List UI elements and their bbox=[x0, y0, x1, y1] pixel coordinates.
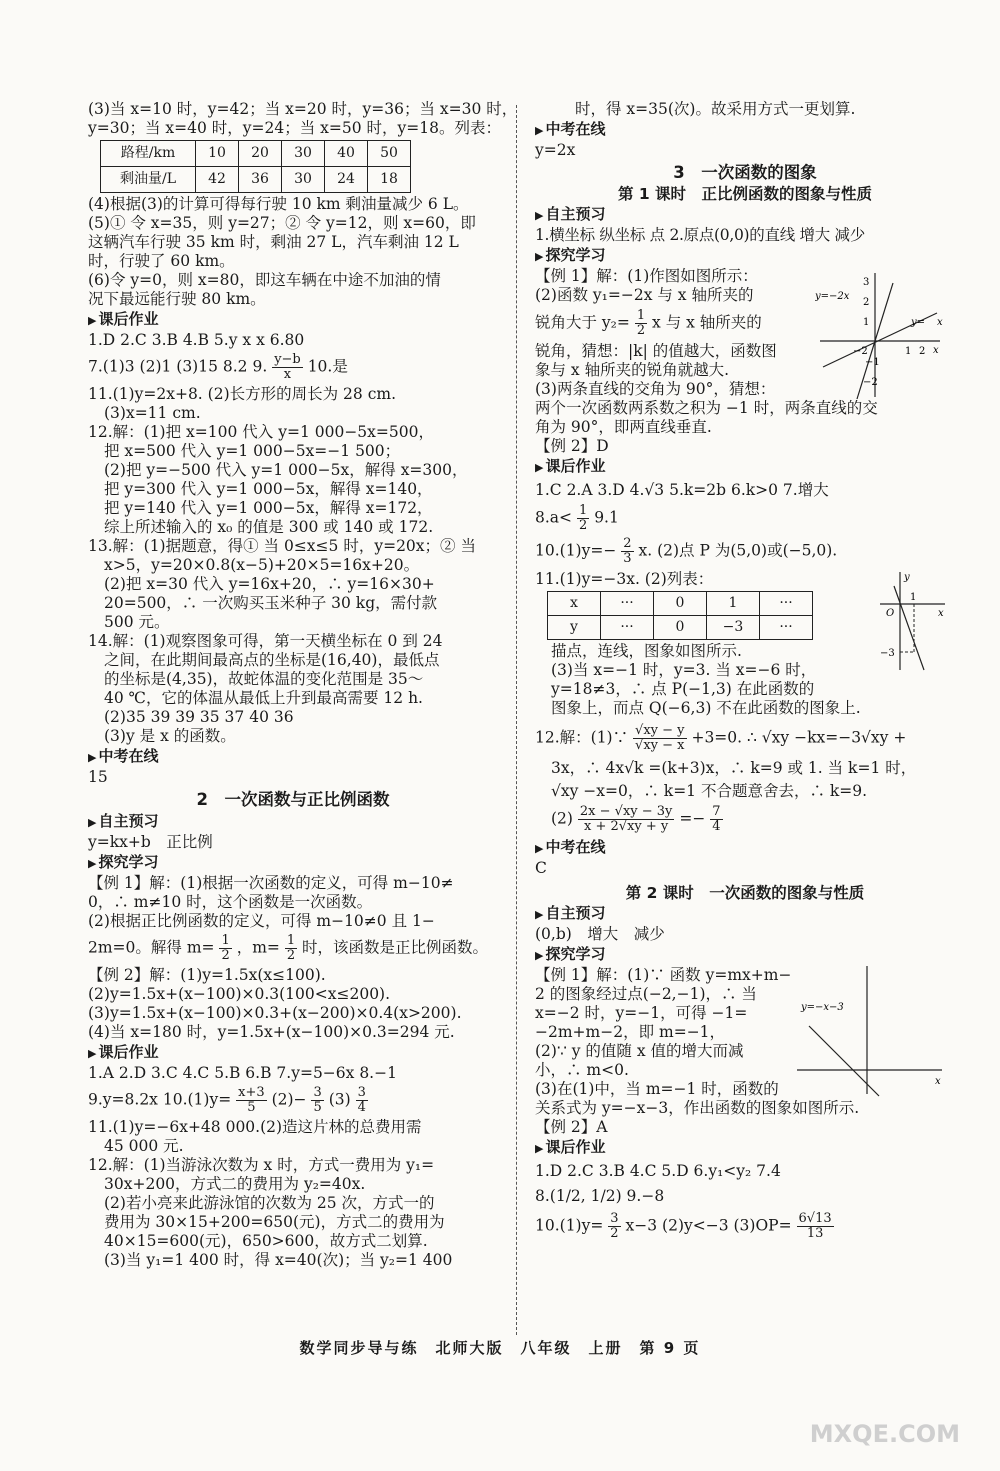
denominator: 5 bbox=[247, 1100, 256, 1115]
table-cell: 42 bbox=[196, 167, 239, 193]
section-heading: ▶ 课后作业 bbox=[535, 1138, 955, 1158]
example1-block bbox=[535, 267, 955, 437]
text-line: (3)y=1.5x+(x−100)×0.3+(x−200)×0.4(x>200). bbox=[88, 1004, 462, 1022]
text-line: (5)① 令 x=35，则 y=27；② 令 y=12，则 x=60，即 bbox=[88, 214, 476, 232]
fraction bbox=[635, 309, 647, 338]
text-line: (3)x=11 cm. bbox=[104, 404, 201, 422]
text-line: 【例 1】解：(1)∵ 函数 y=mx+m− bbox=[535, 966, 792, 984]
text-line: 15 bbox=[88, 768, 108, 786]
text-line: 500 元。 bbox=[104, 613, 170, 631]
text-line: 1.C 2.A 3.D 4.√3 5.k=2b 6.k>0 7.增大 bbox=[535, 481, 829, 499]
text-fragment: +3=0. ∴ √xy −kx=−3√xy + bbox=[691, 728, 907, 747]
text-line: 40×15=600(元)，650>600，故方式二划算. bbox=[104, 1232, 428, 1250]
text-fragment: 8.a< bbox=[535, 508, 573, 527]
text-line: (3)在(1)中，当 m=−1 时，函数的 bbox=[535, 1080, 779, 1098]
numerator: √xy − y bbox=[635, 723, 685, 738]
table-cell: 30 bbox=[282, 167, 325, 193]
text-fragment: x−3 (2)y<−3 (3)OP= bbox=[625, 1216, 792, 1235]
text-fragment: (3) bbox=[328, 1090, 351, 1109]
numerator: 3 bbox=[610, 1211, 619, 1226]
section-heading: ▶ 探究学习 bbox=[535, 246, 955, 266]
numerator: y−b bbox=[274, 352, 301, 367]
graph-proportional-functions bbox=[815, 269, 945, 401]
text-line: (6)令 y=0，则 x=80，即这车辆在中途不加油的情 bbox=[88, 271, 441, 289]
denominator: 2 bbox=[578, 518, 588, 533]
text-line: (3)y 是 x 的函数。 bbox=[104, 727, 236, 745]
text-line: y=2x bbox=[535, 141, 576, 159]
text-line: 30x+200，方式二的费用为 y₂=40x. bbox=[104, 1175, 366, 1193]
text-line: 1.D 2.C 3.B 4.C 5.D 6.y₁<y₂ 7.4 bbox=[535, 1162, 781, 1180]
section-heading: ▶ 探究学习 bbox=[88, 853, 498, 873]
denominator: 4 bbox=[357, 1100, 366, 1115]
text-line: (2)35 39 39 35 37 40 36 bbox=[104, 708, 294, 726]
axis-tick: −1 bbox=[865, 357, 880, 368]
text-line: y=kx+b 正比例 bbox=[88, 833, 213, 851]
section-heading: ▶ 中考在线 bbox=[535, 120, 955, 140]
text-line: x=−2 时，y=−1，可得 −1= bbox=[535, 1004, 748, 1022]
fraction bbox=[608, 1212, 620, 1241]
axis-tick: 1 bbox=[863, 317, 870, 328]
chapter-heading: 2 一次函数与正比例函数 bbox=[196, 790, 390, 809]
text-fragment: 10.(1)y=− bbox=[535, 541, 617, 560]
table-cell: 50 bbox=[368, 141, 411, 167]
text-fragment: 7.(1)3 (2)1 (3)15 8.2 9. bbox=[88, 357, 268, 376]
text-line: 时，得 x=35(次)。故采用方式一更划算. bbox=[575, 100, 856, 118]
table-cell: 20 bbox=[239, 141, 282, 167]
axis-label-x: x bbox=[935, 1076, 941, 1087]
axis-label-x: x bbox=[938, 608, 944, 619]
text-line: 【例 2】A bbox=[535, 1118, 608, 1136]
text-fragment: =− bbox=[679, 809, 706, 828]
text-line: 把 y=140 代入 y=1 000−5x，解得 x=172， bbox=[104, 499, 433, 517]
text-line: 费用为 30×15+200=650(元)，方式二的费用为 bbox=[104, 1213, 445, 1231]
lesson-heading: 第 1 课时 正比例函数的图象与性质 bbox=[617, 185, 873, 203]
table-cell: 0 bbox=[654, 592, 707, 616]
graph-label: y= bbox=[911, 317, 926, 328]
text-line: 的坐标是(4,35)，故蛇体温的变化范围是 35～ bbox=[104, 670, 424, 688]
section-heading: ▶ 自主预习 bbox=[535, 904, 955, 924]
section-heading: ▶ 探究学习 bbox=[535, 945, 955, 965]
text-line: 况下最远能行驶 80 km。 bbox=[88, 290, 266, 308]
section-heading: ▶ 课后作业 bbox=[535, 457, 955, 477]
text-line: 2 的图象经过点(−2,−1)，∴ 当 bbox=[535, 985, 757, 1003]
table-cell: 1 bbox=[707, 592, 760, 616]
table-cell: 36 bbox=[239, 167, 282, 193]
text-line bbox=[535, 805, 955, 834]
page-footer: 数学同步导与练 北师大版 八年级 上册 第 9 页 bbox=[299, 1339, 701, 1357]
denominator: 3 bbox=[623, 551, 632, 566]
text-fragment: 时，该函数是正比例函数。 bbox=[302, 938, 489, 957]
text-line: C bbox=[535, 859, 547, 877]
text-line: 描点，连线，图象如图所示. bbox=[551, 642, 742, 660]
axis-tick: 1 bbox=[910, 592, 917, 603]
text-line: 1.A 2.D 3.C 4.C 5.B 6.B 7.y=5−6x 8.−1 bbox=[88, 1064, 397, 1082]
text-line bbox=[535, 1212, 955, 1241]
text-line: 时，行驶了 60 km。 bbox=[88, 252, 235, 270]
text-line bbox=[88, 934, 498, 963]
numerator: 2x − √xy − 3y bbox=[579, 804, 673, 819]
line-y-neg3x bbox=[894, 586, 924, 670]
text-line: −2m+m−2，即 m=−1， bbox=[535, 1023, 726, 1041]
section-heading: ▶ 中考在线 bbox=[88, 747, 498, 767]
text-line: 11.(1)y=−6x+48 000.(2)造这片林的总费用需 bbox=[88, 1118, 422, 1136]
text-line: (3)当 y₁=1 400 时，得 x=40(次)；当 y₂=1 400 bbox=[104, 1251, 453, 1269]
numerator: 3 bbox=[357, 1085, 366, 1100]
text-fragment: 10.是 bbox=[307, 357, 348, 376]
text-fragment: x. (2)点 P 为(5,0)或(−5,0). bbox=[638, 541, 838, 560]
text-fragment: 2m=0。解得 m= bbox=[88, 938, 215, 957]
text-line: x>5，y=20×0.8(x−5)+20×5=16x+20。 bbox=[104, 556, 420, 574]
lesson-heading: 第 2 课时 一次函数的图象与性质 bbox=[625, 884, 865, 902]
value-table bbox=[547, 591, 813, 640]
text-line: 13.解：(1)据题意，得① 当 0≤x≤5 时，y=20x；② 当 bbox=[88, 537, 476, 555]
text-line: 角为 90°，即两直线垂直. bbox=[535, 418, 712, 436]
denominator: x bbox=[283, 367, 292, 382]
text-line: (0,b) 增大 减少 bbox=[535, 925, 665, 943]
table-cell: 30 bbox=[282, 141, 325, 167]
text-line: y=30；当 x=40 时，y=24；当 x=50 时，y=18。列表： bbox=[88, 119, 502, 137]
text-line: (2)根据正比例函数的定义，可得 m−10≠0 且 1− bbox=[88, 912, 435, 930]
text-line: 象与 x 轴所夹的锐角就越大. bbox=[535, 361, 730, 379]
table-cell: 24 bbox=[325, 167, 368, 193]
text-line: 【例 2】D bbox=[535, 437, 609, 455]
section-heading: ▶ 自主预习 bbox=[535, 205, 955, 225]
watermark: MXQE.COM bbox=[809, 1420, 960, 1448]
text-line: 1.D 2.C 3.B 4.B 5.y x x 6.80 bbox=[88, 331, 305, 349]
text-line: 这辆汽车行驶 35 km 时，剩油 27 L，汽车剩油 12 L bbox=[88, 233, 459, 251]
graph-label: y=−2x bbox=[815, 291, 850, 302]
fraction bbox=[797, 1212, 834, 1241]
numerator: 2 bbox=[623, 536, 632, 551]
text-line: (2)∵ y 的值随 x 值的增大而减 bbox=[535, 1042, 744, 1060]
axis-tick: 3 bbox=[863, 277, 870, 288]
text-line: 3x，∴ 4x√k =(k+3)x，∴ k=9 或 1. 当 k=1 时， bbox=[551, 759, 917, 777]
axis-tick: −2 bbox=[863, 377, 878, 388]
table-cell: ··· bbox=[760, 592, 813, 616]
denominator: 2 bbox=[221, 948, 230, 963]
text-line: 8.(1/2, 1/2) 9.−8 bbox=[535, 1187, 665, 1205]
text-line: (2)把 y=−500 代入 y=1 000−5x，解得 x=300， bbox=[104, 461, 468, 479]
text-fragment: 10.(1)y= bbox=[535, 1216, 604, 1235]
text-fragment: (2)− bbox=[271, 1090, 307, 1109]
text-line: 【例 2】解：(1)y=1.5x(x≤100). bbox=[88, 966, 326, 984]
text-line: 45 000 元. bbox=[104, 1137, 184, 1155]
text-line: 12.解：(1)当游泳次数为 x 时，方式一费用为 y₁= bbox=[88, 1156, 435, 1174]
section-heading: ▶ 中考在线 bbox=[535, 838, 955, 858]
table-cell: 10 bbox=[196, 141, 239, 167]
text-line: 0，∴ m≠10 时，这个函数是一次函数。 bbox=[88, 893, 373, 911]
axis-tick: 1 bbox=[905, 346, 912, 357]
table-cell: ··· bbox=[601, 592, 654, 616]
column-divider bbox=[516, 105, 517, 1335]
fraction bbox=[236, 1086, 267, 1115]
text-line: (2)若小亮来此游泳馆的次数为 25 次，方式一的 bbox=[104, 1194, 435, 1212]
numerator: 3 bbox=[313, 1085, 322, 1100]
fraction bbox=[621, 537, 633, 566]
section-heading: ▶ 自主预习 bbox=[88, 812, 498, 832]
fraction bbox=[285, 934, 297, 963]
text-line: 把 y=300 代入 y=1 000−5x，解得 x=140， bbox=[104, 480, 433, 498]
text-line: (3)两条直线的交角为 90°，猜想： bbox=[535, 380, 776, 398]
graph-label: x bbox=[937, 317, 943, 328]
table-cell: 剩油量/L bbox=[101, 167, 196, 193]
graph-label: y=−x−3 bbox=[801, 1002, 844, 1013]
table-cell: −3 bbox=[707, 616, 760, 640]
text-line: (4)当 x=180 时，y=1.5x+(x−100)×0.3=294 元. bbox=[88, 1023, 455, 1041]
numerator: 1 bbox=[636, 308, 646, 323]
section-heading: ▶ 课后作业 bbox=[88, 310, 498, 330]
text-line: 20=500，∴ 一次购买玉米种子 30 kg，需付款 bbox=[104, 594, 438, 612]
text-line: 图象上，而点 Q(−6,3) 不在此函数的图象上. bbox=[551, 699, 861, 717]
fraction bbox=[577, 504, 589, 533]
denominator: 2 bbox=[636, 323, 646, 338]
text-fragment: 12.解：(1)∵ bbox=[535, 728, 629, 747]
denominator: 2 bbox=[610, 1226, 619, 1241]
table-cell: ··· bbox=[760, 616, 813, 640]
text-line: (4)根据(3)的计算可得每行驶 10 km 剩油量减少 6 L。 bbox=[88, 195, 469, 213]
text-line: 锐角，猜想：|k| 的值越大，函数图 bbox=[535, 342, 777, 360]
text-fragment: (2) bbox=[551, 809, 573, 828]
text-line: (2)y=1.5x+(x−100)×0.3(100<x≤200). bbox=[88, 985, 391, 1003]
example1b-block bbox=[535, 966, 955, 1118]
graph-y-neg-x-minus-3 bbox=[797, 964, 947, 1099]
text-line: (3)当 x=10 时，y=42；当 x=20 时，y=36；当 x=30 时， bbox=[88, 100, 518, 118]
text-line bbox=[535, 537, 955, 566]
text-line: 综上所述输入的 x₀ 的值是 300 或 140 或 172. bbox=[104, 518, 434, 536]
table-cell: 18 bbox=[368, 167, 411, 193]
text-line: (2)把 x=30 代入 y=16x+20，∴ y=16×30+ bbox=[104, 575, 435, 593]
text-line: 之间，在此期间最高点的坐标是(16,40)，最低点 bbox=[104, 651, 440, 669]
text-fragment: ，m= bbox=[236, 938, 280, 957]
text-line: 把 x=500 代入 y=1 000−5x=−1 500； bbox=[104, 442, 401, 460]
numerator: 6√13 bbox=[798, 1211, 832, 1226]
fraction bbox=[578, 805, 675, 834]
text-line: 【例 1】解：(1)作图如图所示： bbox=[535, 267, 758, 285]
fuel-table bbox=[100, 140, 411, 193]
chapter-heading: 3 一次函数的图象 bbox=[673, 163, 817, 182]
axis-origin: O bbox=[886, 608, 895, 619]
numerator: x+3 bbox=[238, 1085, 265, 1100]
axis-tick: 2 bbox=[919, 346, 926, 357]
denominator: 13 bbox=[806, 1226, 824, 1241]
table-cell: 0 bbox=[654, 616, 707, 640]
numerator: 7 bbox=[712, 804, 721, 819]
section-heading: ▶ 课后作业 bbox=[88, 1043, 498, 1063]
text-line: 1.横坐标 纵坐标 点 2.原点(0,0)的直线 增大 减少 bbox=[535, 226, 865, 244]
text-line: 12.解：(1)把 x=100 代入 y=1 000−5x=500， bbox=[88, 423, 434, 441]
fraction bbox=[272, 353, 303, 382]
fraction bbox=[710, 805, 722, 834]
text-line: 关系式为 y=−x−3，作出函数的图象如图所示. bbox=[535, 1099, 860, 1117]
text-line: 14.解：(1)观察图象可得，第一天横坐标在 0 到 24 bbox=[88, 632, 443, 650]
axis-label-y: y bbox=[904, 572, 910, 583]
denominator: 4 bbox=[712, 819, 721, 834]
numerator: 1 bbox=[221, 933, 230, 948]
text-line bbox=[88, 353, 498, 382]
left-column bbox=[88, 100, 518, 1270]
text-line: (3)当 x=−1 时，y=3. 当 x=−6 时， bbox=[551, 661, 817, 679]
text-fragment: 锐角大于 y₂= bbox=[535, 313, 630, 332]
text-line: 40 ℃，它的体温从最低上升到最高需要 12 h. bbox=[104, 689, 423, 707]
table-cell: y bbox=[548, 616, 601, 640]
axis-tick: −3 bbox=[880, 648, 895, 659]
fraction bbox=[356, 1086, 368, 1115]
denominator: x + 2√xy + y bbox=[584, 819, 669, 834]
denominator: 2 bbox=[286, 948, 296, 963]
text-fragment: x 与 x 轴所夹的 bbox=[652, 313, 762, 332]
table-cell: 40 bbox=[325, 141, 368, 167]
text-line: 两个一次函数两系数之积为 −1 时，两条直线的交 bbox=[535, 399, 878, 417]
denominator: 5 bbox=[313, 1100, 322, 1115]
fraction bbox=[311, 1086, 323, 1115]
text-fragment: 9.y=8.2x 10.(1)y= bbox=[88, 1090, 232, 1109]
text-fragment: 9.1 bbox=[594, 508, 619, 527]
numerator: 1 bbox=[286, 933, 296, 948]
q11-block bbox=[535, 570, 955, 718]
axis-tick: −2 bbox=[853, 346, 868, 357]
text-line bbox=[88, 1086, 498, 1115]
text-line: (2)函数 y₁=−2x 与 x 轴所夹的 bbox=[535, 286, 754, 304]
fraction bbox=[633, 724, 686, 753]
axis-label-x: x bbox=[933, 345, 939, 356]
line-y-neg-x-minus-3 bbox=[809, 1026, 879, 1096]
text-line: 小，∴ m<0. bbox=[535, 1061, 629, 1079]
fraction bbox=[219, 934, 231, 963]
table-cell: ··· bbox=[601, 616, 654, 640]
graph-y-neg3x bbox=[880, 570, 950, 675]
text-line: √xy −x=0，∴ k=1 不合题意舍去，∴ k=9. bbox=[551, 782, 868, 800]
text-line: y=18≠3，∴ 点 P(−1,3) 在此函数的 bbox=[551, 680, 815, 698]
table-cell: x bbox=[548, 592, 601, 616]
text-line bbox=[535, 724, 955, 753]
numerator: 1 bbox=[578, 503, 588, 518]
denominator: √xy − x bbox=[635, 738, 685, 753]
axis-tick: 2 bbox=[863, 297, 870, 308]
table-cell: 路程/km bbox=[101, 141, 196, 167]
text-line bbox=[535, 504, 955, 533]
right-column bbox=[535, 100, 955, 1247]
text-line: 11.(1)y=2x+8. (2)长方形的周长为 28 cm. bbox=[88, 385, 396, 403]
text-line: 11.(1)y=−3x. (2)列表： bbox=[535, 570, 714, 588]
text-line: 【例 1】解：(1)根据一次函数的定义，可得 m−10≠ bbox=[88, 874, 454, 892]
